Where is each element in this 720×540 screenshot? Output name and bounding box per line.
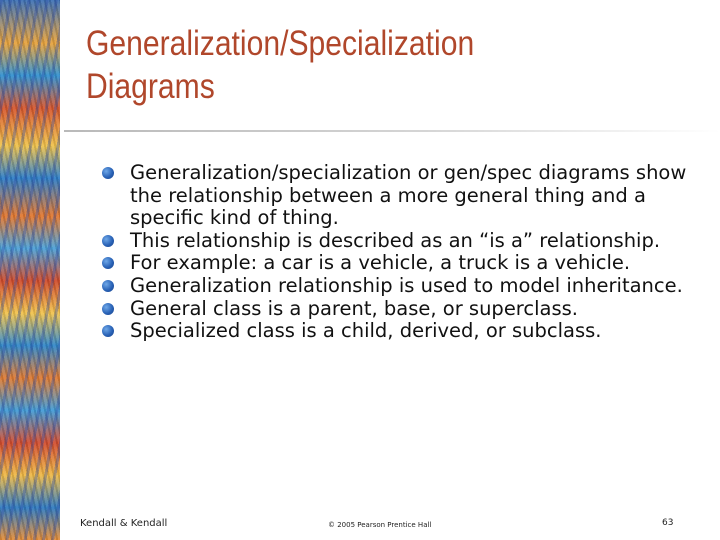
- bullet-dot-icon: [102, 280, 114, 292]
- bullet-item: [100, 252, 710, 275]
- bullet-item: [100, 320, 710, 343]
- bullet-text: General class is a parent, base, or superclass.: [130, 296, 579, 320]
- bullet-list: [100, 162, 710, 343]
- bullet-dot-icon: [102, 257, 114, 269]
- footer-copyright: © 2005 Pearson Prentice Hall: [328, 521, 432, 529]
- footer-page-number: 63: [662, 518, 674, 528]
- woven-fabric-decoration: [0, 0, 60, 540]
- bullet-item: [100, 298, 710, 321]
- bullet-text: This relationship is described as an “is a” relationship.: [130, 228, 661, 252]
- slide-title: [86, 22, 619, 108]
- bullet-dot-icon: [102, 167, 114, 179]
- bullet-text: Generalization relationship is used to model inheritance.: [130, 273, 683, 297]
- footer-author: Kendall & Kendall: [80, 518, 168, 529]
- bullet-dot-icon: [102, 235, 114, 247]
- slide-title-line-2: Diagrams: [86, 67, 215, 106]
- bullet-item: [100, 162, 710, 230]
- slide-title-line-1: Generalization/Specialization: [86, 24, 475, 63]
- bullet-text: Specialized class is a child, derived, or subclass.: [130, 319, 602, 343]
- bullet-dot-icon: [102, 303, 114, 315]
- bullet-dot-icon: [102, 325, 114, 337]
- title-divider: [64, 130, 720, 132]
- bullet-item: [100, 275, 710, 298]
- bullet-text: For example: a car is a vehicle, a truck is a vehicle.: [130, 251, 631, 275]
- bullet-text: Generalization/specialization or gen/spec diagrams show the relationship between a more general thing and a specific kind of thing.: [130, 161, 687, 230]
- bullet-item: [100, 230, 710, 253]
